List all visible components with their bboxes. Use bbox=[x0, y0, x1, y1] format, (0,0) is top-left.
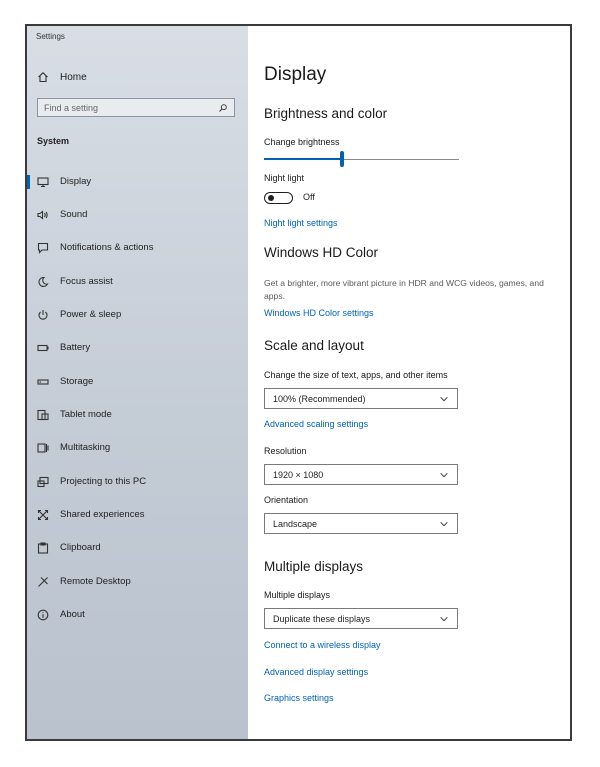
clipboard-icon bbox=[37, 542, 49, 554]
sidebar-item-tablet-mode[interactable] bbox=[27, 405, 248, 425]
sidebar-item-storage[interactable] bbox=[27, 372, 248, 392]
night-light-state: Off bbox=[303, 192, 315, 202]
sidebar-item-label: About bbox=[60, 609, 85, 620]
multiple-displays-value: Duplicate these displays bbox=[273, 613, 371, 624]
sidebar-item-display[interactable] bbox=[27, 172, 248, 192]
sidebar-item-label: Tablet mode bbox=[60, 409, 112, 420]
power-icon bbox=[37, 309, 49, 321]
moon-icon bbox=[37, 276, 49, 288]
graphics-settings-link[interactable]: Graphics settings bbox=[264, 693, 334, 703]
sidebar-item-label: Focus assist bbox=[60, 276, 113, 287]
main-content bbox=[248, 26, 570, 739]
sidebar-item-label: Sound bbox=[60, 209, 88, 220]
info-icon bbox=[37, 609, 49, 621]
chevron-down-icon bbox=[439, 614, 449, 624]
storage-icon bbox=[37, 376, 49, 388]
connect-wireless-display-link[interactable]: Connect to a wireless display bbox=[264, 640, 381, 650]
brightness-slider[interactable] bbox=[264, 150, 459, 166]
orientation-label: Orientation bbox=[264, 495, 309, 505]
search-input[interactable] bbox=[44, 103, 218, 113]
sidebar-item-clipboard[interactable] bbox=[27, 538, 248, 558]
sidebar-item-label: Clipboard bbox=[60, 542, 101, 553]
sidebar-item-battery[interactable] bbox=[27, 338, 248, 358]
sidebar-item-projecting[interactable] bbox=[27, 472, 248, 492]
speaker-icon bbox=[37, 209, 49, 221]
resolution-label: Resolution bbox=[264, 446, 307, 456]
sidebar-item-label: Remote Desktop bbox=[60, 576, 131, 587]
section-label-system: System bbox=[37, 136, 70, 146]
orientation-value: Landscape bbox=[273, 518, 318, 529]
hd-color-settings-link[interactable]: Windows HD Color settings bbox=[264, 308, 374, 318]
sidebar-item-notifications[interactable] bbox=[27, 238, 248, 258]
multiple-displays-label: Multiple displays bbox=[264, 590, 331, 600]
page-title: Display bbox=[264, 64, 327, 85]
hd-color-description: Get a brighter, more vibrant picture in HDR and WCG videos, games, and apps. bbox=[264, 278, 544, 301]
remote-desktop-icon bbox=[37, 576, 49, 588]
search-icon[interactable] bbox=[218, 103, 228, 113]
size-label: Change the size of text, apps, and other items bbox=[264, 370, 448, 380]
sidebar-item-label: Power & sleep bbox=[60, 309, 122, 320]
sidebar bbox=[27, 26, 248, 739]
multitasking-icon bbox=[37, 442, 49, 454]
scale-value: 100% (Recommended) bbox=[273, 393, 366, 404]
toggle-knob bbox=[268, 195, 274, 201]
tablet-icon bbox=[37, 409, 49, 421]
sidebar-item-about[interactable] bbox=[27, 605, 248, 625]
chevron-down-icon bbox=[439, 470, 449, 480]
battery-icon bbox=[37, 342, 49, 354]
section-heading-hd-color: Windows HD Color bbox=[264, 245, 379, 260]
sidebar-item-power-sleep[interactable] bbox=[27, 305, 248, 325]
sidebar-item-label: Multitasking bbox=[60, 442, 111, 453]
night-light-settings-link[interactable]: Night light settings bbox=[264, 218, 338, 228]
sidebar-item-shared-experiences[interactable] bbox=[27, 505, 248, 525]
resolution-value: 1920 × 1080 bbox=[273, 469, 324, 480]
night-light-toggle[interactable] bbox=[264, 192, 293, 204]
sidebar-item-focus-assist[interactable] bbox=[27, 272, 248, 292]
sidebar-item-multitasking[interactable] bbox=[27, 438, 248, 458]
slider-fill bbox=[264, 158, 342, 160]
multiple-displays-dropdown[interactable] bbox=[264, 608, 458, 629]
sidebar-item-label: Storage bbox=[60, 376, 94, 387]
sidebar-item-label: Shared experiences bbox=[60, 509, 145, 520]
sidebar-item-label: Projecting to this PC bbox=[60, 476, 147, 487]
section-heading-multiple-displays: Multiple displays bbox=[264, 559, 364, 574]
selection-indicator bbox=[27, 175, 30, 189]
night-light-label: Night light bbox=[264, 173, 305, 183]
home-icon bbox=[37, 71, 49, 83]
slider-thumb[interactable] bbox=[340, 151, 344, 167]
home-button[interactable] bbox=[37, 70, 87, 84]
search-box[interactable] bbox=[37, 98, 235, 117]
section-heading-brightness: Brightness and color bbox=[264, 106, 388, 121]
shared-icon bbox=[37, 509, 49, 521]
orientation-dropdown[interactable] bbox=[264, 513, 458, 534]
sidebar-item-label: Display bbox=[60, 176, 92, 187]
brightness-label: Change brightness bbox=[264, 137, 340, 147]
app-title: Settings bbox=[36, 32, 65, 41]
notification-icon bbox=[37, 242, 49, 254]
monitor-icon bbox=[37, 176, 49, 188]
section-heading-scale-layout: Scale and layout bbox=[264, 338, 364, 353]
sidebar-item-sound[interactable] bbox=[27, 205, 248, 225]
projecting-icon bbox=[37, 476, 49, 488]
chevron-down-icon bbox=[439, 519, 449, 529]
settings-window bbox=[25, 24, 572, 741]
advanced-display-settings-link[interactable]: Advanced display settings bbox=[264, 667, 369, 677]
sidebar-item-label: Notifications & actions bbox=[60, 242, 154, 253]
sidebar-item-label: Battery bbox=[60, 342, 91, 353]
chevron-down-icon bbox=[439, 394, 449, 404]
scale-dropdown[interactable] bbox=[264, 388, 458, 409]
home-label: Home bbox=[60, 71, 87, 83]
resolution-dropdown[interactable] bbox=[264, 464, 458, 485]
advanced-scaling-link[interactable]: Advanced scaling settings bbox=[264, 419, 369, 429]
sidebar-item-remote-desktop[interactable] bbox=[27, 572, 248, 592]
